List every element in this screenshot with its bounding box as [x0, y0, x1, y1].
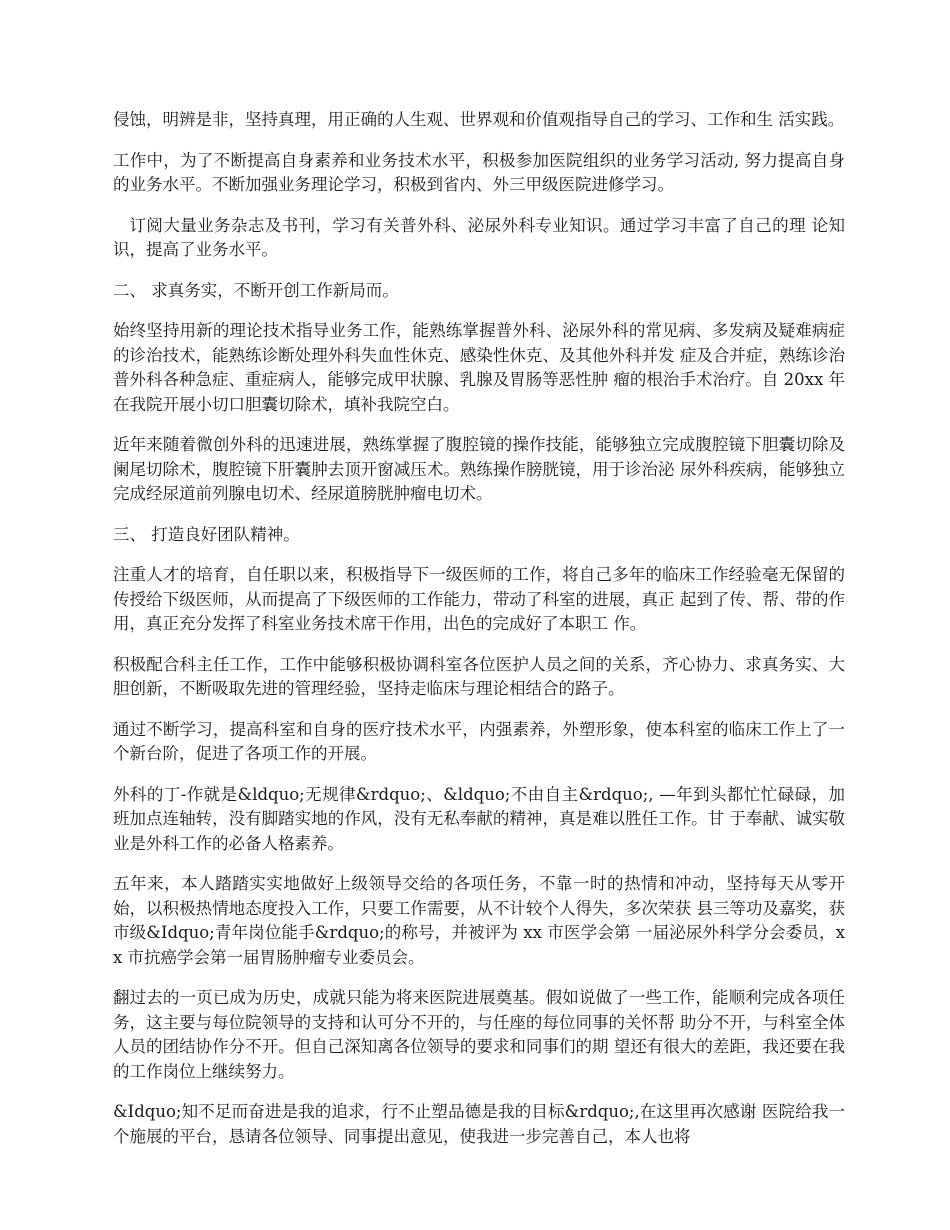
paragraph: 翻过去的一页已成为历史，成就只能为将来医院进展奠基。假如说做了一些工作，能顺利完成各项任务，这主要与每位院领导的支持和认可分不开的，与任座的每位同事的关怀帮 助分不开，与科室全体人员的团结协作分不开。但自己深知离各位领导的要求和同事们的期 望还有很大的差距，我还要在我的工作岗位上继续努力。 [113, 988, 845, 1081]
paragraph: 近年来随着微创外科的迅速进展，熟练掌握了腹腔镜的操作技能，能够独立完成腹腔镜下胆囊切除及阑尾切除术，腹腔镜下肝囊肿去顶开窗减压术。熟练操作膀胱镜，用于诊治泌 尿外科疾病，能够独立完成经尿道前列腺电切术、经尿道膀胱肿瘤电切术。 [113, 435, 845, 503]
paragraph: 工作中，为了不断提高自身素养和业务技术水平，积极参加医院组织的业务学习活动, 努力提高自身的业务水平。不断加强业务理论学习，积极到省内、外三甲级医院进修学习。 [113, 150, 845, 194]
section-heading: 三、 打造良好团队精神。 [113, 524, 300, 544]
paragraph: &Idquo;知不足而奋进是我的追求，行不止塑品德是我的目标&rdquo;,在这里再次感谢 医院给我一个施展的平台，恳请各位领导、同事提出意见，使我进一步完善自己，本人也将 [113, 1102, 845, 1146]
paragraph: 侵蚀，明辨是非，坚持真理，用正确的人生观、世界观和价值观指导自己的学习、工作和生 活实践。 [113, 110, 845, 129]
paragraph: 始终坚持用新的理论技术指导业务工作，能熟练掌握普外科、泌尿外科的常见病、多发病及疑难病症的诊治技术，能熟练诊断处理外科失血性休克、感染性休克、及其他外科并发 症及合并症，熟练诊治普外科各种急症、重症病人，能够完成甲状腺、乳腺及胃肠等恶性肿 瘤的根治手术治疗。自 20xx 年在我院开展小切口胆囊切除术，填补我院空白。 [113, 321, 845, 414]
paragraph: 积极配合科主任工作，工作中能够积极协调科室各位医护人员之间的关系，齐心协力、求真务实、大胆创新，不断吸取先进的管理经验，坚持走临床与理论相结合的路子。 [113, 654, 845, 698]
document-body [113, 108, 845, 1165]
paragraph: 订阅大量业务杂志及书刊，学习有关普外科、泌尿外科专业知识。通过学习丰富了自己的理 论知识，提高了业务水平。 [113, 215, 845, 259]
paragraph: 注重人才的培育，自任职以来，积极指导下一级医师的工作，将自己多年的临床工作经验毫无保留的传授给下级医师，从而提高了下级医师的工作能力，带动了科室的进展，真正 起到了传、帮、带的作用，真正充分发挥了科室业务技术席干作用，出色的完成好了本职工 作。 [113, 565, 845, 633]
paragraph: 外科的丁-作就是&ldquo;无规律&rdquo;、&ldquo;不由自主&rdquo;, —年到头都忙忙碌碌，加班加点连轴转，没有脚踏实地的作风，没有无私奉献的精神，真是难以胜任工作。甘 于奉献、诚实敬业是外科工作的必备人格素养。 [113, 784, 845, 853]
paragraph: 五年来，本人踏踏实实地做好上级领导交给的各项任务，不靠一时的热情和冲动，坚持每天从零开始，以积极热情地态度投入工作，只要工作需要，从不计较个人得失，多次荣获 县三等功及嘉奖，获市级&Idquo;青年岗位能手&rdquo;的称号，并被评为 xx 市医学会第 一届泌尿外科学分会委员，xx 市抗癌学会第一届胃肠肿瘤专业委员会。 [113, 874, 845, 967]
section-heading: 二、 求真务实，不断开创工作新局而。 [113, 280, 399, 300]
paragraph: 通过不断学习，提高科室和自身的医疗技术水平，内强素养，外塑形象，使本科室的临床工作上了一个新台阶，促进了各项工作的开展。 [113, 719, 845, 763]
